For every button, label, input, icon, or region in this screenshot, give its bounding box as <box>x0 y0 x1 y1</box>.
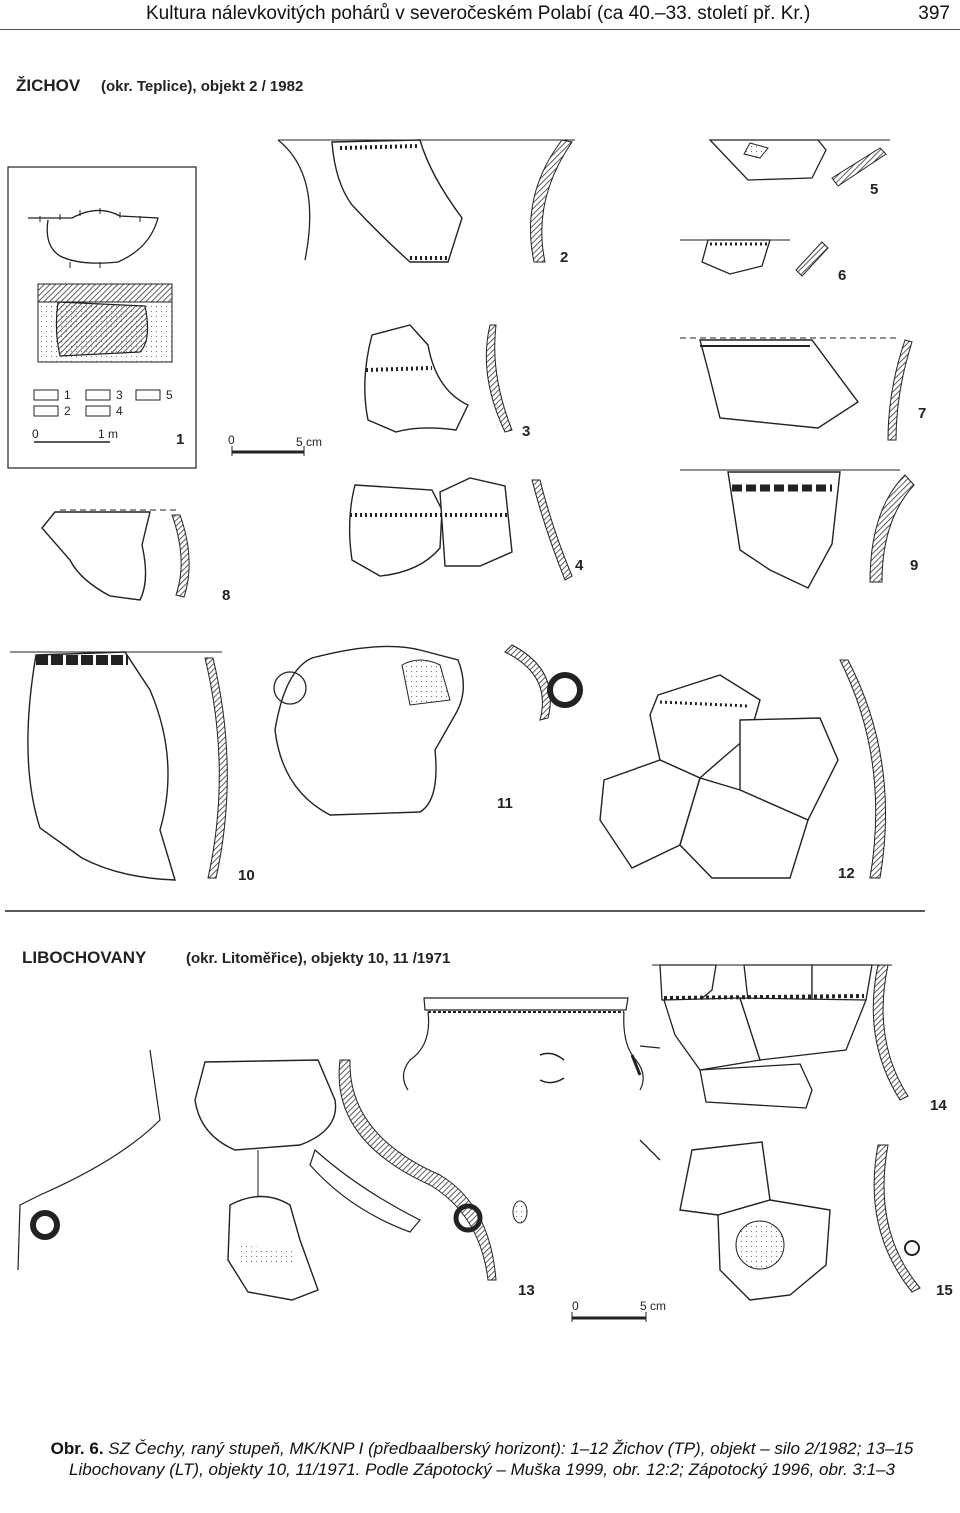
legend-number-2: 2 <box>64 404 71 418</box>
fig-number-3: 3 <box>522 423 531 440</box>
fig-number-14: 14 <box>930 1097 947 1114</box>
scale-2-zero: 0 <box>572 1299 579 1313</box>
caption-label: Obr. 6. <box>50 1439 104 1458</box>
scale-1-zero: 0 <box>228 433 235 447</box>
fig-6-rim-sherd <box>680 240 846 284</box>
fig-12-sherd-group <box>600 660 886 882</box>
fig-number-1: 1 <box>176 431 185 448</box>
fig-number-13: 13 <box>518 1282 535 1299</box>
fig-9-rim-sherd <box>680 470 918 588</box>
fig-10-large-sherd <box>10 652 255 884</box>
section-scale-label: 1 m <box>98 427 119 441</box>
site-title-libochovany: LIBOCHOVANY <box>22 948 147 967</box>
fig-1-pit-plan <box>8 167 196 468</box>
scale-1-label: 5 cm <box>296 435 323 449</box>
fig-3-sherd <box>365 325 531 440</box>
fig-14-rim-sherds <box>640 965 947 1114</box>
fig-13-vessel <box>18 1050 535 1300</box>
scale-bar-2 <box>572 1299 666 1322</box>
fig-number-11: 11 <box>497 795 513 812</box>
site-detail-zichov: (okr. Teplice), objekt 2 / 1982 <box>101 78 304 95</box>
fig-number-5: 5 <box>870 181 879 198</box>
site-detail-libochovany: (okr. Litoměřice), objekty 10, 11 /1971 <box>186 950 451 967</box>
fig-number-7: 7 <box>918 405 927 422</box>
fig-number-4: 4 <box>575 557 584 574</box>
running-title: Kultura nálevkovitých pohárů v severočeském Polabí (ca 40.–33. století př. Kr.) <box>146 3 811 24</box>
fig-number-6: 6 <box>838 267 847 284</box>
fig-number-15: 15 <box>936 1282 953 1299</box>
fig-number-2: 2 <box>560 249 569 266</box>
fig-number-8: 8 <box>222 587 231 604</box>
fig-number-12: 12 <box>838 865 855 882</box>
fig-4-sherds <box>350 478 584 580</box>
fig-8-sherd <box>42 510 230 604</box>
section-scale-zero: 0 <box>32 427 39 441</box>
legend-number-5: 5 <box>166 388 173 402</box>
figure-caption <box>32 1438 932 1480</box>
fig-7-rim-sherd <box>680 338 926 440</box>
legend-number-3: 3 <box>116 388 123 402</box>
page-number: 397 <box>918 3 950 24</box>
scale-2-label: 5 cm <box>640 1299 667 1313</box>
fig-15-lug-sherd <box>640 1140 953 1300</box>
fig-11-lug-vessel <box>274 645 580 815</box>
caption-text: SZ Čechy, raný stupeň, MK/KNP I (předbaalberský horizont): 1–12 Žichov (TP), objekt – silo 2/1982; 13–15 Libochovany (LT), objekty 10, 11/1971. Podle Zápotocký – Muška 1999, obr. 12:2; Zápotocký 1996, obr. 3:1–3 <box>69 1439 914 1479</box>
fig-number-10: 10 <box>238 867 255 884</box>
fig-2-vessel-profile <box>278 140 575 266</box>
scale-bar-1 <box>228 433 322 456</box>
legend-number-1: 1 <box>64 388 71 402</box>
fig-number-9: 9 <box>910 557 919 574</box>
legend-number-4: 4 <box>116 404 123 418</box>
site-title-zichov: ŽICHOV <box>16 76 81 95</box>
fig-5-rim-sherd <box>710 140 890 198</box>
vessel-reconstruction-inset <box>403 998 643 1090</box>
